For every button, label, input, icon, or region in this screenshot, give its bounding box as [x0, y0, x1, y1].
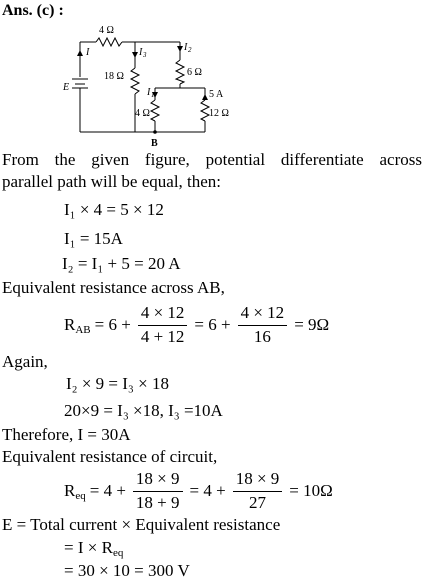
- label-I1: I: [147, 87, 151, 98]
- label-I3-sub: 3: [143, 51, 147, 59]
- label-r-18: 18 Ω: [104, 71, 124, 82]
- rab-result: = 9Ω: [294, 315, 330, 335]
- label-r-6: 6 Ω: [187, 67, 202, 78]
- label-emf: E: [63, 82, 70, 93]
- para1-line1: From the given figure, potential differentiate across: [2, 150, 422, 169]
- rab-fraction-2: [238, 304, 288, 346]
- equation-3: I₂ = I₁ + 5 = 20 A: [62, 254, 181, 273]
- current-I2-arrow: [177, 46, 183, 52]
- equation-4: I₂ × 9 = I₃ × 18: [66, 374, 169, 393]
- req-mid: = 4 +: [189, 481, 226, 501]
- label-I: I: [86, 47, 90, 58]
- req-num-2: 18 × 9: [233, 470, 283, 492]
- current-I3-arrow: [132, 52, 138, 58]
- rab-fraction-1: [138, 304, 188, 346]
- e-line-3: = 30 × 10 = 300 V: [64, 561, 190, 580]
- rab-sub: AB: [75, 323, 91, 336]
- answer-heading: Ans. (c) :: [2, 2, 64, 19]
- rab-mid: = 6 +: [194, 315, 231, 335]
- label-r-4: 4 Ω: [135, 108, 150, 119]
- resistor-18: [131, 68, 139, 94]
- rab-den-1: 4 + 12: [140, 326, 185, 346]
- equation-2: I₁ = 15A: [64, 229, 123, 248]
- req-fraction-2: [233, 470, 283, 512]
- rab-formula: [64, 304, 329, 346]
- req-num-1: 18 × 9: [133, 470, 183, 492]
- circuit-diagram: [55, 22, 255, 152]
- equiv-circuit-heading: Equivalent resistance of circuit,: [2, 447, 218, 466]
- resistor-4-parallel: [151, 100, 159, 121]
- label-I2-sub: 2: [188, 46, 192, 54]
- equation-1: I₁ × 4 = 5 × 12: [64, 200, 164, 219]
- req-den-1: 18 + 9: [135, 492, 180, 512]
- equiv-ab-heading: Equivalent resistance across AB,: [2, 278, 225, 297]
- rab-num-1: 4 × 12: [138, 304, 188, 326]
- resistor-4-top: [96, 38, 122, 46]
- req-pre: = 4 +: [89, 481, 126, 501]
- req-fraction-1: [133, 470, 183, 512]
- node-B-dot: [153, 130, 157, 134]
- label-node-B: B: [151, 138, 158, 149]
- req-den-2: 27: [249, 492, 266, 512]
- e-line: E = Total current × Equivalent resistance: [2, 515, 281, 534]
- label-I3: I: [139, 47, 143, 58]
- label-source: 5 A: [209, 89, 224, 100]
- current-I-arrow: [77, 50, 83, 56]
- rab-pre: = 6 +: [94, 315, 131, 335]
- rab-label: R: [64, 314, 76, 334]
- label-r-12: 12 Ω: [209, 108, 229, 119]
- req-result: = 10Ω: [289, 481, 333, 501]
- rab-den-2: 16: [253, 326, 271, 346]
- again-heading: Again,: [2, 352, 48, 371]
- source-5A-arrow: [202, 94, 208, 100]
- resistor-12: [201, 100, 209, 121]
- therefore-line: Therefore, I = 30A: [2, 425, 131, 444]
- para1-line2: parallel path will be equal, then:: [2, 172, 222, 191]
- rab-num-2: 4 × 12: [238, 304, 288, 326]
- e-line-2-sub: eq: [112, 547, 124, 559]
- req-formula: [64, 470, 333, 512]
- equation-5: 20×9 = I₃ ×18, I₃ =10A: [64, 401, 223, 420]
- e-line-2-pre: = I × R: [64, 538, 113, 557]
- label-r-top: 4 Ω: [99, 25, 114, 36]
- label-I1-sub: 1: [151, 91, 155, 99]
- e-line-2: [64, 538, 123, 559]
- label-I2: I: [184, 42, 188, 53]
- req-label: R: [64, 480, 76, 500]
- resistor-6: [176, 60, 184, 84]
- req-sub: eq: [75, 489, 86, 502]
